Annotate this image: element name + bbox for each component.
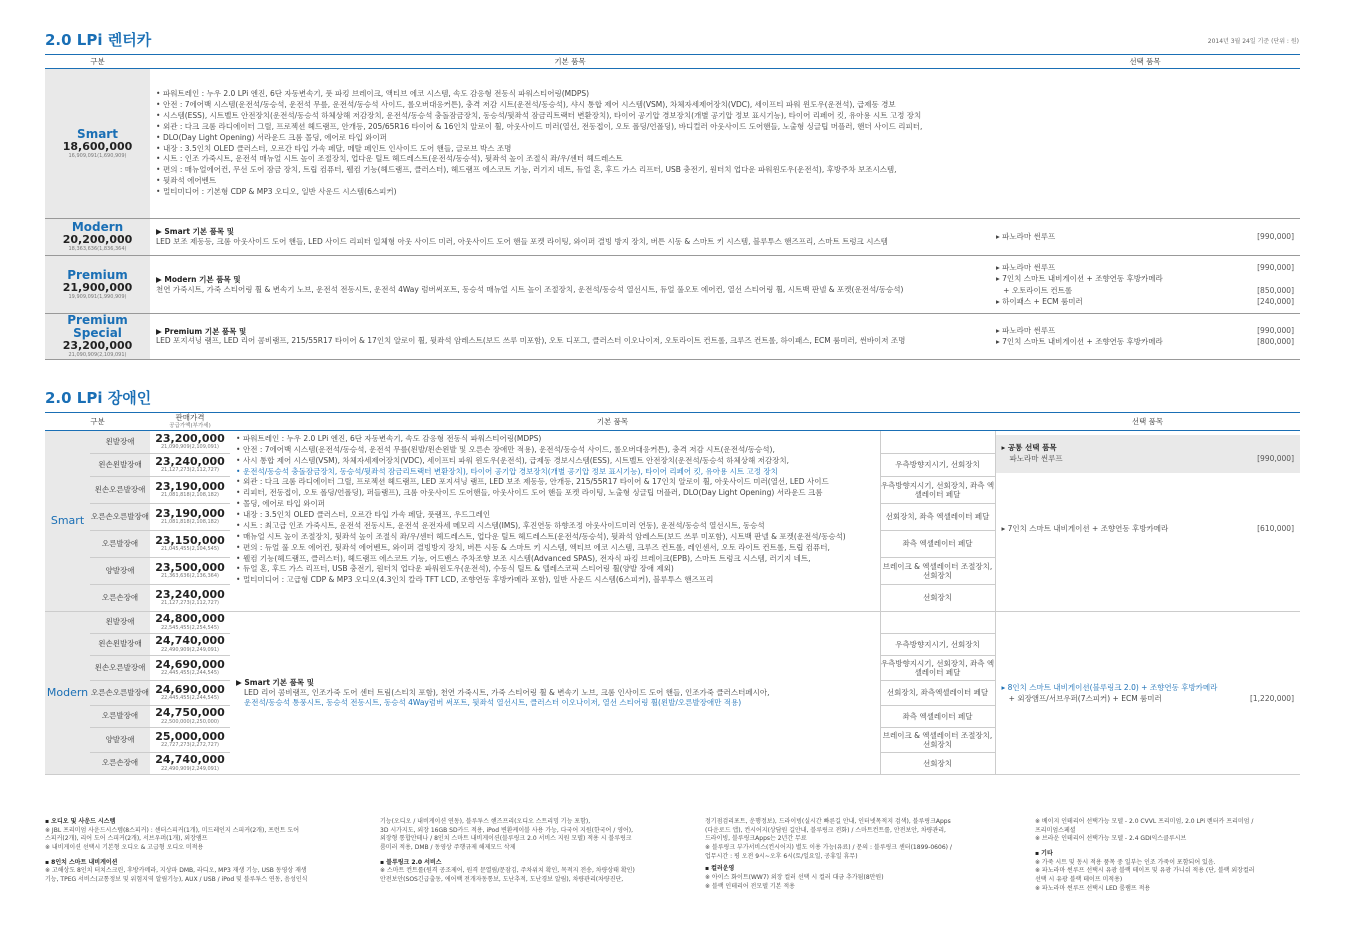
basic-line: • DLO(Day Light Opening) 서라운드 크롬 몰딩, 에어로 타입 와이퍼 [156, 133, 984, 144]
basic-line: • 내장 : 3.5인치 OLED 클러스터, 오르간 타입 가속 페달, 풋램프, 우드그레인 [236, 510, 874, 521]
disability-type: 오른손오른발장애 [90, 680, 150, 705]
extra-equipment: 선회장치 [880, 584, 995, 611]
row-price: 23,500,000 [155, 560, 225, 574]
trim-sub: 16,909,091(1,690,909) [68, 152, 127, 159]
option-row[interactable]: 파노라마 썬루프 [990,000] [1009, 453, 1294, 463]
basic-line: • 안전 : 7에어백 시스템(운전석/동승석, 운전석 무릎(왼발/왼손왼발 및 오른손 장애만 적용), 운전석/동승석 사이드, 롤오버대응커튼), 충격 저감 시트(운전석/동승석), [236, 445, 874, 456]
header-basic: 기본 품목 [150, 55, 990, 69]
extra-equipment [880, 430, 995, 453]
row-price: 23,150,000 [155, 533, 225, 547]
row-price: 23,240,000 [155, 454, 225, 468]
row-price-sub: 21,127,273(2,112,727) [161, 467, 219, 474]
trim-row-smart [45, 69, 1300, 219]
disability-type: 왼손오른발장애 [90, 476, 150, 503]
row-price-sub: 22,490,909(2,249,091) [161, 765, 219, 772]
extra-equipment: 우측방향지시기, 선회장치, 좌측 엑셀레이터 페달 [880, 655, 995, 680]
disability-type: 양발장애 [90, 557, 150, 584]
row-price: 24,800,000 [155, 612, 225, 626]
row-price: 23,240,000 [155, 587, 225, 601]
basic-line: • 듀얼 혼, 후드 가스 리프터, USB 충전기, 원터치 업다운 파워윈도우(운전석), 수동식 틸트 & 텔레스코픽 스티어링 휠(양발 장애 제외) [236, 564, 874, 575]
row-price-sub: 22,445,455(2,244,545) [161, 695, 219, 702]
disability-type: 왼발장애 [90, 611, 150, 633]
trim-price: 23,200,000 [62, 339, 133, 353]
extra-equipment: 우측방향지시기, 선회장치 [880, 453, 995, 476]
basic-text: 운전석/동승석 통풍시트, 동승석 전동시트, 동승석 4Way럼버 써포트, 뒷좌석 열선시트, 클러스터 이오나이저, 열선 스티어링 휠(왼발/오른발장애만 적용) [244, 697, 742, 707]
extra-equipment: 좌측 엑셀레이터 페달 [880, 705, 995, 727]
basic-list [236, 434, 874, 586]
disability-type: 오른손장애 [90, 752, 150, 774]
disability-type: 오른발장애 [90, 705, 150, 727]
trim-row-premium [45, 256, 1300, 314]
option-row[interactable]: ▸ 하이패스 + ECM 룸미러 [240,000] [996, 296, 1294, 306]
basic-line: • 편의 : 매뉴얼에어컨, 무선 도어 잠금 장치, 트립 컴퓨터, 웰컴 기능(헤드램프, 클러스터), 헤드램프 에스코트 기능, 러기지 네트, 듀얼 혼, 후드 가스 리프터, USB 충전기, 원터치 업다운 파워윈도우(운전석), 후방주차 보조시스템, [156, 165, 984, 176]
option-row[interactable]: ▸ 7인치 스마트 내비게이션 + 조향연동 후방카메라 [800,000] [996, 337, 1294, 347]
row-price: 24,690,000 [155, 657, 225, 671]
disability-type: 오른손장애 [90, 584, 150, 611]
disabled-table [45, 412, 1300, 775]
extra-equipment: 선회장치, 좌측 엑셀레이터 페달 [880, 503, 995, 530]
disability-type: 왼발장애 [90, 430, 150, 453]
disability-type: 양발장애 [90, 727, 150, 752]
extra-equipment: 우측방향지시기, 선회장치, 좌측 엑셀레이터 페달 [880, 476, 995, 503]
row-price-sub: 22,445,455(2,244,545) [161, 670, 219, 677]
note-column: ※ 베이지 인테리어 선택가능 모델 - 2.0 CVVL 프리미엄, 2.0 LPi 렌터카 프리미엄 / 프리미엄스페셜 ※ 브라운 인테리어 선택가능 모델 - 2.4 GDI익스클루시브 ▪ 기타 ※ 가죽 시트 및 동시 적용 품목 중 일부는 인조 가죽이 포함되어 있음. ※ 파노라마 썬루프 선택시 유광 블랙 테이프 및 유광 가니쉬 적용 (단, 블랙 외장컬러 선택 시 유광 블랙 테이프 미적용) ※ 파노라마 썬루프 선택시 LED 룸램프 적용 [1035, 818, 1255, 892]
basic-line: • 외관 : 다크 크롬 라디에이터 그릴, 프로젝션 헤드램프, 안개등, 205/65R16 타이어 & 16인치 알로이 휠, 아웃사이드 미러(열선, 전동접이, 오토 폴딩/언폴딩), 바디컬러 아웃사이드 도어핸들, 노출형 싱글팁 머플러, 핸더 사이드 리피터, [156, 122, 984, 133]
disability-type: 왼손오른발장애 [90, 655, 150, 680]
basic-line: • 시스템(ESS), 시트벨트 안전장치(운전석/동승석 하체상해 저감장치, 운전석/동승석 충돌잠금장치, 동승석/뒷좌석 잠금리트랙터 변환장치), 타이어 공기압 경보장치(개별 공기압 정보 표시기능), 타이어 리페어 킷, 유아용 시트 고정 장치 [156, 111, 984, 122]
option-row[interactable]: + 외장앰프/서브우퍼(7스피커) + ECM 룸미러 [1,220,000] [1001, 693, 1294, 703]
extra-equipment: 좌측 엑셀레이터 페달 [880, 530, 995, 557]
option-row[interactable]: ▸ 파노라마 썬루프 [990,000] [996, 326, 1294, 336]
row-price-sub: 21,081,818(2,108,182) [161, 492, 219, 499]
basic-line: • 운전석/동승석 충돌잠금장치, 동승석/뒷좌석 잠금리트랙터 변환장치), 타이어 공기압 경보장치(개별 공기압 정보 표시기능), 타이어 리페어 킷, 유아용 시트 고정 장치 [236, 467, 874, 478]
note-column: 정기점검리포트, 운행정보), 드라이빙(실시간 빠른길 안내, 인터넷목적지 검색), 블루링크Apps (다운로드 앱), 컨시어지(상담원 길안내, 블루링크 전화) / 스마트컨트롤, 안전보안, 차량관리, 드라이빙, 블루링크Apps는 2년간 무료 ※ 블루링크 부가서비스(컨시어지) 별도 이용 가능(유료) / 문의 : 블루링크 센터(1899-0606) / 업무시간 : 평 오전 9시~오후 6시(토/일요일, 공휴일 휴무) ▪ 컬러운영 ※ 아이스 화이트(WW7) 외장 컬러 선택 시 컬러 대금 추가됨(8만원) ※ 블랙 인테리어 전모델 기본 적용 [705, 818, 952, 890]
trim-sub: 18,363,636(1,836,364) [68, 246, 127, 253]
option-row[interactable]: ▸ 7인치 스마트 내비게이션 + 조향연동 후방카메라 [610,000] [1001, 523, 1294, 533]
basic-line: • 멀티미디어 : 고급형 CDP & MP3 오디오(4.3인치 칼라 TFT LCD, 조향연동 후방카메라 포함), 일반 사운드 시스템(6스피커), 블루투스 핸즈프리 [236, 575, 874, 586]
row-price: 23,190,000 [155, 506, 225, 520]
basic-text: LED 리어 콤비램프, 인조가죽 도어 센터 트림(스티치 포함), 천연 가죽시트, 가죽 스티어링 휠 & 변속기 노브, 크롬 인사이드 도어 핸들, 인조가죽 클러스터페시아, [244, 688, 770, 698]
basic-line: • 멀티미디어 : 기본형 CDP & MP3 오디오, 일반 사운드 시스템(6스피커) [156, 187, 984, 198]
disability-type: 오른발장애 [90, 530, 150, 557]
basic-line: • 사시 통합 제어 시스템(VSM), 차체자세제어장치(VDC), 세이프티 파워 윈도우(운전석), 급제동 경보시스템(ESS), 시트벨트 안전장치(운전석/동승석 하체상해 저감장치, [236, 456, 874, 467]
basic-line: • 파워트레인 : 누우 2.0 LPi 엔진, 6단 자동변속기, 풋 파킹 브레이크, 액티브 에코 시스템, 속도 감응형 전동식 파워스티어링(MDPS) [156, 89, 984, 100]
basic-line: • 편의 : 듀얼 풀 오토 에어컨, 뒷좌석 에어벤트, 와이퍼 결빙방지 장치, 버튼 시동 & 스마트 키 시스템, 엑티브 에코 시스템, 크루즈 컨트롤, 레인센서, 오토 라이트 컨트롤, 트립 컴퓨터, [236, 543, 874, 554]
extra-equipment: 우측방향지시기, 선회장치 [880, 633, 995, 655]
trim-price: 18,600,000 [62, 139, 133, 153]
basic-line: • 안전 : 7에어백 시스템(운전석/동승석, 운전석 무릎, 운전석/동승석 사이드, 롤오버대응커튼), 충격 저감 시트(운전석/동승석), 샤시 통합 제어 시스템(VSM), 차체자세제어장치(VDC), 세이프티 파워 윈도우(운전석), 급제동 경보 [156, 100, 984, 111]
basic-line: • 시트 : 최고급 인조 가죽시트, 운전석 전동시트, 운전석 운전자세 메모리 시스템(IMS), 후진연동 하향조정 아웃사이드미러 연동), 운전석/동승석 열선시트, 동승석 [236, 521, 874, 532]
header-price: 판매가격 공급가액(부가세) [150, 413, 230, 431]
row-price-sub: 21,045,455(2,104,545) [161, 546, 219, 553]
basic-text: LED 포지셔닝 램프, LED 리어 콤비램프, 215/55R17 타이어 & 17인치 알로이 휠, 뒷좌석 암레스트(보드 쓰루 미포함), 오토 디포그, 클러스터 이오나이저, 오토라이트 컨트롤, 크루즈 컨트롤, 하이패스, ECM 룸미러, 썬바이저 조명 [156, 336, 906, 346]
header-basic: 기본 품목 [230, 413, 995, 431]
row-price: 23,190,000 [155, 479, 225, 493]
row-price: 24,750,000 [155, 706, 225, 720]
trim-sub: 21,090,909(2,109,091) [68, 352, 127, 359]
extra-equipment [880, 611, 995, 633]
basic-head: ▶ Smart 기본 품목 및 [156, 227, 235, 237]
common-option-box: ▸ 공통 선택 품목 파노라마 썬루프 [990,000] [996, 435, 1301, 473]
trim-name: Premium [67, 267, 128, 282]
trim-name: Modern [71, 220, 124, 235]
trim-price: 20,200,000 [62, 233, 133, 247]
note-column: ▪ 오디오 및 사운드 시스템 ※ JBL 프리미엄 사운드시스템(8스피커) : 센터스피커(1개), 미드레인지 스피커(2개), 프런트 도어 스피커(2개), 리어 도어 스피커(2개), 서브우퍼(1개), 외장앰프 ※ 내비게이션 선택시 기본형 오디오 & 고급형 오디오 미적용 ▪ 8인치 스마트 내비게이션 ※ 고해상도 8인치 터치스크린, 후방카메라, 지상파 DMB, 라디오, MP3 재생 기능, USB 동영상 재생 기능, TPEG 서비스(교통정보 및 위험지역 알림기능), AUX / USB / iPod 및 블루투스 연동, 음성인식 [45, 818, 308, 884]
option-row[interactable]: + 오토라이트 컨트롤 [850,000] [996, 285, 1294, 295]
row-price-sub: 22,545,455(2,254,545) [161, 624, 219, 631]
option-row[interactable]: ▸ 파노라마 썬루프 [990,000] [996, 232, 1294, 242]
trim-name: Smart [77, 126, 118, 141]
section2-title: 2.0 LPi 장애인 [45, 389, 152, 407]
option-row[interactable]: ▸ 파노라마 썬루프 [990,000] [996, 263, 1294, 272]
extra-equipment: 브레이크 & 엑셀레이터 조절장치, 선회장치 [880, 557, 995, 584]
header-option: 선택 품목 [990, 55, 1300, 69]
extra-equipment: 브레이크 & 엑셀레이터 조절장치, 선회장치 [880, 727, 995, 752]
trim-row-modern [45, 219, 1300, 256]
row-price-sub: 21,127,273(2,112,727) [161, 600, 219, 607]
row-price: 23,200,000 [155, 431, 225, 445]
header-trim: 구분 [45, 413, 150, 431]
footnotes [45, 818, 1300, 894]
row-price-sub: 22,500,000(2,250,000) [161, 718, 219, 725]
basic-head: ▶ Smart 기본 품목 및 [236, 678, 314, 688]
row-price-sub: 21,081,818(2,108,182) [161, 519, 219, 526]
row-price-sub: 21,090,909(2,109,091) [161, 444, 219, 451]
trim-price: 21,900,000 [62, 280, 133, 294]
basic-line: • 외관 : 다크 크롬 라디에이터 그릴, 프로젝션 헤드램프, LED 포지셔닝 램프, LED 보조 제동등, 안개등, 215/55R17 타이어 & 17인치 알로이 휠, 아웃사이드 미러(열선, LED 사이드 [236, 477, 874, 488]
note-column: 기능(오디오 / 내비게이션 연동), 블루투스 핸즈프리(오디오 스트리밍 기능 포함), 3D 시가지도, 외장 16GB SD카드 적용, iPod 변환케이블 사용 가능, 다국어 지원(한국어 / 영어), 외장형 통합안테나 / 8인치 스마트 내비게이션(블루링크 2.0 서비스 지원 모델) 적용 시 블루링크 룸미러 적용, DMB / 동영상 주행규제 해제모드 삭제 ▪ 블루링크 2.0 서비스 ※ 스마트 컨트롤(원격 공조제어, 원격 문열림/문잠김, 주차위치 확인, 목적지 전송, 차량상태 확인) 안전보안(SOS긴급출동, 에어백 전개자동통보, 도난추적, 도난경보 알림), 차량관리(차량진단, [380, 818, 635, 884]
trim-name: Premium Special [67, 313, 128, 341]
date-note: 2014년 3월 24일 기준 (단위 : 원) [1207, 38, 1299, 45]
group-smart: Smart [45, 430, 90, 611]
row-price: 24,740,000 [155, 634, 225, 648]
row-price-sub: 21,363,636(2,136,364) [161, 573, 219, 580]
basic-line: • 매뉴얼 시트 높이 조절장치, 뒷좌석 높이 조절식 좌/우/센터 헤드레스트, 업다운 틸트 헤드레스트(운전석/동승석), 뒷좌석 암레스트(보드 쓰루 미포함), 시트백 판넬 & 포켓(운전석/동승석) [236, 532, 874, 543]
rental-table [45, 54, 1300, 360]
basic-line: • 몰딩, 에어로 타입 와이퍼 [236, 499, 874, 510]
basic-line: • 파워트레인 : 누우 2.0 LPi 엔진, 6단 자동변속기, 속도 감응형 전동식 파워스티어링(MDPS) [236, 434, 874, 445]
row-price: 24,690,000 [155, 682, 225, 696]
option-row[interactable]: ▸ 8인치 스마트 내비게이션(블루링크 2.0) + 조향연동 후방카메라 [1001, 682, 1218, 692]
disability-type: 왼손왼발장애 [90, 453, 150, 476]
basic-text: LED 보조 제동등, 크롬 아웃사이드 도어 핸들, LED 사이드 리피터 일체형 아웃 사이드 미러, 아웃사이드 도어 핸들 포켓 라이팅, 와이퍼 결빙 방지 장치, 버튼 시동 & 스마트 키 시스템, 블루투스 핸즈프리, 스마트 트렁크 시스템 [156, 237, 888, 246]
basic-head: ▶ Premium 기본 품목 및 [156, 326, 247, 336]
trim-sub: 19,909,091(1,990,909) [68, 293, 127, 300]
section1-title: 2.0 LPi 렌터카 [45, 31, 152, 49]
basic-list [156, 89, 984, 198]
disability-type: 왼손왼발장애 [90, 633, 150, 655]
disability-type: 오른손오른발장애 [90, 503, 150, 530]
row-price-sub: 22,490,909(2,249,091) [161, 646, 219, 653]
row-price: 24,740,000 [155, 753, 225, 767]
basic-head: ▶ Modern 기본 품목 및 [156, 274, 241, 284]
row-price: 25,000,000 [155, 729, 225, 743]
header-trim: 구분 [45, 55, 150, 69]
basic-line: • 리피터, 전동접이, 오토 폴딩/언폴딩), 퍼들램프), 크롬 아웃사이드 도어핸들, 아웃사이드 도어 핸들 포켓 라이팅, 노출형 싱글팁 머플러, DLO(Day Light Opening) 서라운드 크롬 [236, 488, 874, 499]
extra-equipment: 선회장치 [880, 752, 995, 774]
header-option: 선택 품목 [995, 413, 1300, 431]
basic-line: • 웰컴 기능(헤드램프, 클러스터), 헤드램프 에스코트 기능, 어드밴스 주차조향 보조 시스템(Advanced SPAS), 전자식 파킹 브레이크(EPB), 스마트 트렁크 시스템, 러기지 네트, [236, 554, 874, 565]
trim-row-premium-special [45, 314, 1300, 360]
option-row[interactable]: ▸ 7인치 스마트 내비게이션 + 조향연동 후방카메라 [996, 274, 1163, 284]
basic-line: • 내장 : 3.5인치 OLED 클러스터, 오르간 타입 가속 페달, 메탈 페인트 인사이드 도어 핸들, 글로브 박스 조명 [156, 144, 984, 155]
extra-equipment: 선회장치, 좌측엑셀레이터 페달 [880, 680, 995, 705]
basic-line: • 시트 : 인조 가죽시트, 운전석 매뉴얼 시트 높이 조절장치, 업다운 틸트 헤드레스트(운전석/동승석), 뒷좌석 높이 조절식 좌/우/센터 헤드레스트 [156, 154, 984, 165]
group-modern: Modern [45, 611, 90, 774]
row-price-sub: 22,727,273(2,272,727) [161, 742, 219, 749]
basic-text: 천연 가죽시트, 가죽 스티어링 휠 & 변속기 노브, 운전석 전동시트, 운전석 4Way 럼버써포트, 동승석 매뉴얼 시트 높이 조절장치, 운전석/동승석 열선시트, 듀얼 풀오토 에어컨, 열선 스티어링 휠, 시트백 판넬 & 포켓(운전석/동승석) [156, 284, 904, 294]
basic-line: • 뒷좌석 에어벤트 [156, 176, 984, 187]
